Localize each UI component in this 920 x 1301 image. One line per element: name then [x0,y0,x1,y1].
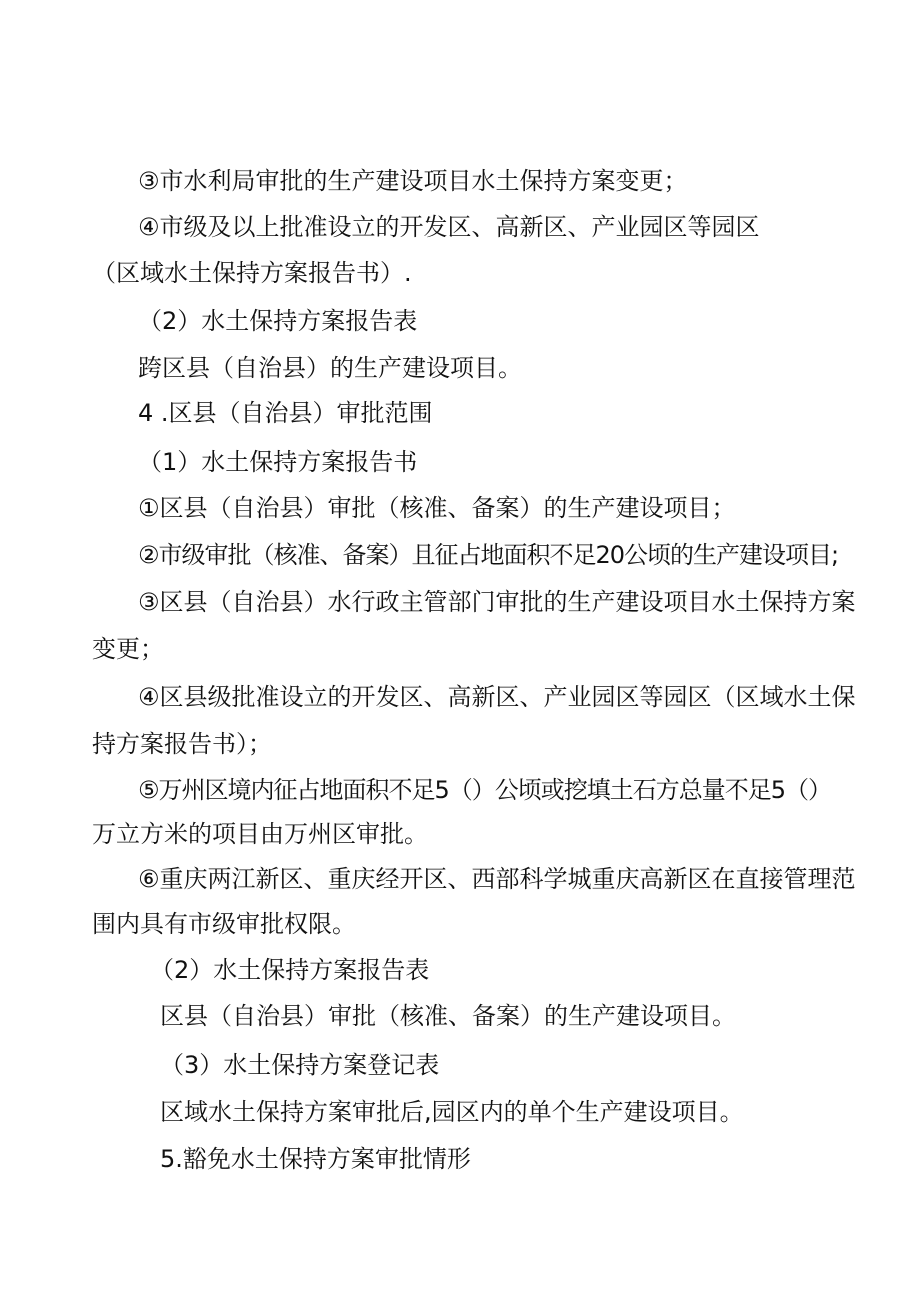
text-line: ①区县（自治县）审批（核准、备案）的生产建设项目； [138,494,736,522]
text-line: 区域水土保持方案审批后,园区内的单个生产建设项目。 [160,1098,744,1126]
text-line: ④区县级批准设立的开发区、高新区、产业园区等园区（区域水土保 [138,683,856,711]
subheading: （3）水土保持方案登记表 [160,1051,440,1079]
subheading: （2）水土保持方案报告表 [138,307,418,335]
subheading: （2）水土保持方案报告表 [150,956,430,984]
text-line: 围内具有市级审批权限。 [92,910,356,938]
text-line: 区县（自治县）审批（核准、备案）的生产建设项目。 [160,1002,736,1030]
text-line: （区域水土保持方案报告书）. [92,259,412,287]
text-line: 万立方米的项目由万州区审批。 [92,820,428,848]
text-line: 跨区县（自治县）的生产建设项目。 [138,354,522,382]
text-line: ④市级及以上批准设立的开发区、高新区、产业园区等园区 [138,213,760,241]
subheading: （1）水土保持方案报告书 [138,448,418,476]
text-line: 持方案报告书）； [92,730,272,758]
section-heading: 4 .区县（自治县）审批范围 [138,399,433,427]
text-line: ②市级审批（核准、备案）且征占地面积不足20公顷的生产建设项目; [138,541,839,569]
text-line: ③市水利局审批的生产建设项目水土保持方案变更； [138,167,688,195]
text-line: 变更； [92,635,164,663]
section-heading: 5.豁免水土保持方案审批情形 [160,1145,471,1173]
text-line: ⑥重庆两江新区、重庆经开区、西部科学城重庆高新区在直接管理范 [138,865,856,893]
text-line: ③区县（自治县）水行政主管部门审批的生产建设项目水土保持方案 [138,588,856,616]
text-line: ⑤万州区境内征占地面积不足5（）公顷或挖填土石方总量不足5（） [138,776,832,804]
